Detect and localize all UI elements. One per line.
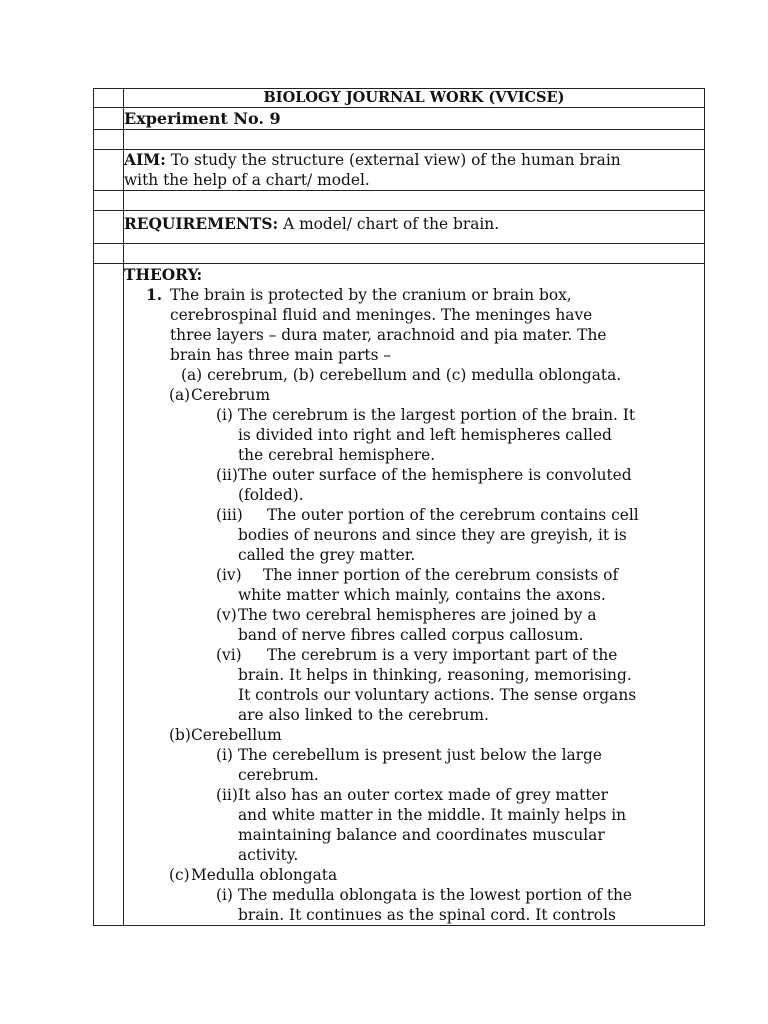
item-line: brain. It continues as the spinal cord. It controls [238, 906, 616, 924]
item-number: (v) [216, 606, 237, 624]
item-line: The medulla oblongata is the lowest portion of the [238, 886, 633, 904]
item-line: maintaining balance and coordinates muscular [238, 826, 605, 844]
theory-line: The brain is protected by the cranium or brain box, [170, 286, 572, 304]
item-line: The cerebrum is a very important part of the [267, 646, 618, 664]
item-line: cerebrum. [238, 766, 319, 784]
item-number: (ii) [216, 786, 238, 804]
item-line: are also linked to the cerebrum. [238, 706, 489, 724]
section-heading: Cerebrum [191, 386, 271, 404]
item-number: (i) [216, 886, 233, 904]
item-number: (i) [216, 746, 233, 764]
aim-line: To study the structure (external view) of the human brain [170, 151, 621, 169]
item-line: The outer portion of the cerebrum contains cell [267, 506, 639, 524]
title-row [94, 89, 705, 108]
spacer-row [94, 130, 705, 150]
item-line: The inner portion of the cerebrum consists of [263, 566, 619, 584]
aim-cell [124, 150, 705, 191]
item-line: brain. It helps in thinking, reasoning, memorising. [238, 666, 632, 684]
section-label: (c) [169, 866, 190, 884]
requirements-label: REQUIREMENTS: [124, 215, 279, 233]
item-line: bodies of neurons and since they are greyish, it is [238, 526, 627, 544]
theory-label: THEORY: [124, 266, 203, 284]
theory-cell [124, 264, 705, 926]
aim-label: AIM: [124, 151, 166, 169]
item-line: the cerebral hemisphere. [238, 446, 436, 464]
item-line: The outer surface of the hemisphere is convoluted [238, 466, 632, 484]
item-line: It also has an outer cortex made of grey matter [238, 786, 608, 804]
theory-line: cerebrospinal fluid and meninges. The meninges have [170, 306, 593, 324]
item-line: is divided into right and left hemispheres called [238, 426, 612, 444]
brain-parts-line: (a) cerebrum, (b) cerebellum and (c) medulla oblongata. [181, 366, 622, 384]
item-number: (iii) [216, 506, 243, 524]
point-number: 1. [146, 286, 163, 304]
item-line: activity. [238, 846, 299, 864]
spacer-row [94, 191, 705, 211]
item-line: called the grey matter. [238, 546, 416, 564]
item-line: white matter which mainly, contains the axons. [238, 586, 606, 604]
section-label: (a) [169, 386, 191, 404]
spacer-row [94, 244, 705, 264]
theory-line: brain has three main parts – [170, 346, 392, 364]
journal-table [93, 88, 705, 926]
theory-row [94, 264, 705, 926]
item-number: (iv) [216, 566, 242, 584]
requirements-cell [124, 211, 705, 244]
section-heading: Medulla oblongata [191, 866, 338, 884]
item-line: The two cerebral hemispheres are joined by a [238, 606, 597, 624]
theory-line: three layers – dura mater, arachnoid and pia mater. The [170, 326, 607, 344]
journal-title: BIOLOGY JOURNAL WORK (VVICSE) [124, 89, 705, 108]
aim-row [94, 150, 705, 191]
item-number: (ii) [216, 466, 238, 484]
section-heading: Cerebellum [191, 726, 282, 744]
item-line: The cerebellum is present just below the large [238, 746, 602, 764]
requirements-row [94, 211, 705, 244]
aim-line: with the help of a chart/ model. [124, 171, 370, 189]
item-line: (folded). [238, 486, 304, 504]
section-label: (b) [169, 726, 191, 744]
item-line: The cerebrum is the largest portion of the brain. It [238, 406, 636, 424]
item-number: (vi) [216, 646, 242, 664]
item-number: (i) [216, 406, 233, 424]
item-line: It controls our voluntary actions. The sense organs [238, 686, 637, 704]
requirements-text: A model/ chart of the brain. [283, 215, 500, 233]
experiment-row [94, 108, 705, 130]
item-line: band of nerve fibres called corpus callosum. [238, 626, 584, 644]
item-line: and white matter in the middle. It mainly helps in [238, 806, 627, 824]
experiment-number: Experiment No. 9 [124, 108, 705, 130]
